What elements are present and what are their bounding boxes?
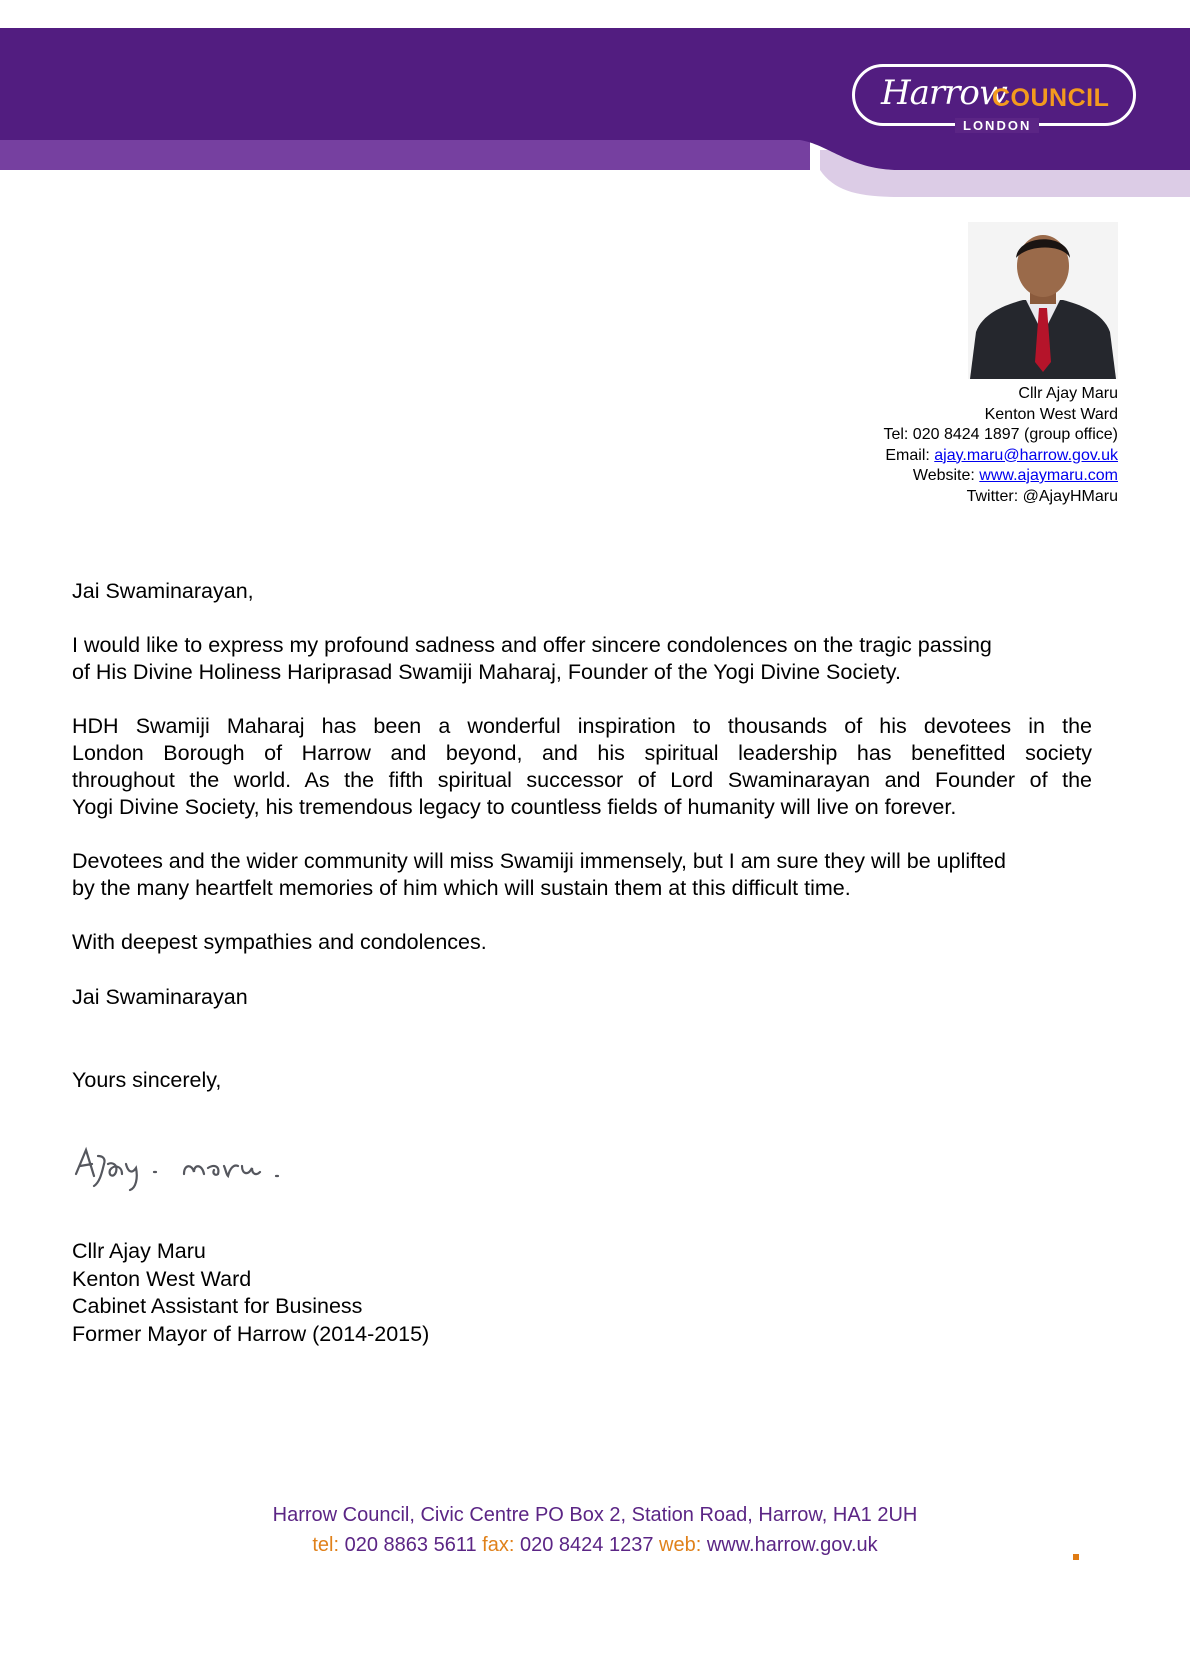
signoff-role: Cabinet Assistant for Business bbox=[72, 1294, 363, 1318]
footer-address: Harrow Council, Civic Centre PO Box 2, Station Road, Harrow, HA1 2UH bbox=[272, 1504, 918, 1526]
signoff-ward: Kenton West Ward bbox=[72, 1266, 252, 1291]
letter-valediction: Yours sincerely, bbox=[72, 1068, 222, 1092]
header-band-lower bbox=[0, 140, 810, 170]
footer-tel: 020 8863 5611 bbox=[344, 1534, 477, 1556]
signature-image bbox=[72, 1142, 342, 1202]
letter-p3-line2: by the many heartfelt memories of him which will sustain them at this difficult time. bbox=[72, 876, 851, 900]
footer-web[interactable]: www.harrow.gov.uk bbox=[706, 1534, 878, 1556]
contact-twitter: Twitter: @AjayHMaru bbox=[966, 487, 1118, 505]
contact-email-line bbox=[718, 446, 1118, 467]
contact-website-line bbox=[718, 466, 1118, 487]
contact-block bbox=[718, 384, 1118, 507]
contact-website-label: Website: bbox=[912, 467, 980, 484]
letter-body bbox=[72, 578, 1092, 1094]
signoff-name: Cllr Ajay Maru bbox=[72, 1239, 206, 1263]
footer-contact-line bbox=[0, 1534, 1190, 1557]
letter-p2-line1: HDH Swamiji Maharaj has been a wonderful inspiration to thousands of his devotees in the bbox=[72, 714, 1092, 738]
footer-web-label: web: bbox=[659, 1534, 702, 1556]
harrow-council-logo bbox=[852, 64, 1136, 133]
footer-fax-label: fax: bbox=[482, 1534, 515, 1556]
logo-harrow-text: Harrow bbox=[881, 73, 1007, 113]
contact-email-link[interactable]: ajay.maru@harrow.gov.uk bbox=[934, 446, 1118, 464]
footer-orange-dot bbox=[1073, 1554, 1079, 1560]
header-top-strip bbox=[0, 0, 1190, 28]
councillor-portrait bbox=[968, 222, 1118, 379]
letter-salutation: Jai Swaminarayan, bbox=[72, 579, 254, 603]
footer-tel-label: tel: bbox=[312, 1534, 340, 1556]
contact-email-label: Email: bbox=[885, 446, 935, 464]
footer-fax: 020 8424 1237 bbox=[519, 1534, 654, 1556]
signoff-former: Former Mayor of Harrow (2014-2015) bbox=[72, 1321, 430, 1346]
logo-council-text: COUNCIL bbox=[992, 84, 1110, 112]
signature-stroke bbox=[76, 1150, 278, 1190]
letter-p3-line1: Devotees and the wider community will miss Swamiji immensely, but I am sure they will be uplifted bbox=[72, 849, 1007, 873]
letter-p2-line2: London Borough of Harrow and beyond, and his spiritual leadership has benefitted society bbox=[72, 741, 1092, 765]
letter-p1-line1: I would like to express my profound sadness and offer sincere condolences on the tragic passing bbox=[72, 633, 992, 657]
contact-tel: Tel: 020 8424 1897 (group office) bbox=[883, 426, 1118, 443]
letter-sympathies: With deepest sympathies and condolences. bbox=[72, 930, 487, 954]
contact-name: Cllr Ajay Maru bbox=[1018, 385, 1118, 402]
letter-p2-line4: Yogi Divine Society, his tremendous legacy to countless fields of humanity will live on forever. bbox=[72, 795, 957, 819]
letter-p2-line3: throughout the world. As the fifth spiritual successor of Lord Swaminarayan and Founder of the bbox=[72, 768, 1092, 792]
contact-ward: Kenton West Ward bbox=[984, 405, 1118, 423]
signoff-block bbox=[72, 1238, 429, 1348]
contact-website-link[interactable]: www.ajaymaru.com bbox=[979, 467, 1118, 484]
logo-london-text: LONDON bbox=[955, 118, 1039, 133]
letter-p1-line2: of His Divine Holiness Hariprasad Swamiji Maharaj, Founder of the Yogi Divine Society. bbox=[72, 660, 901, 684]
letter-closing-greeting: Jai Swaminarayan bbox=[72, 985, 248, 1009]
